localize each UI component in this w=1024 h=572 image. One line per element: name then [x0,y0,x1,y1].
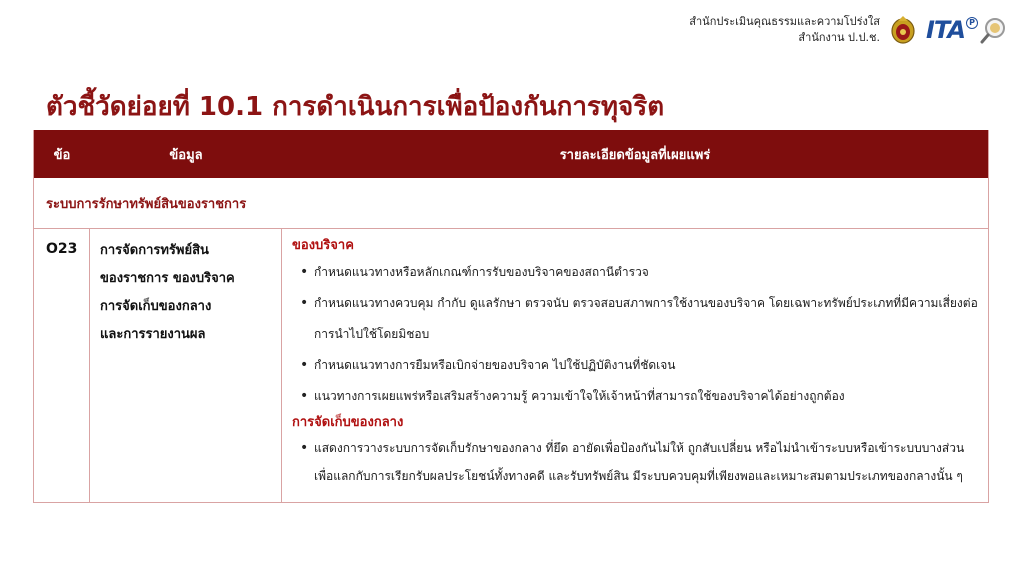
group-heading-evidence: การจัดเก็บของกลาง [292,415,404,430]
list-item: • แสดงการวางระบบการจัดเก็บรักษาของกลาง ที่ยึด อายัดเพื่อป้องกันไม่ให้ ถูกสับเปลี่ยน หรือไม่นำเข้าระบบหรือเข้าระบบบางส่วน เพื่อแลกกับการเรียกรับผลประโยชน์ทั้งทางคดี และรับทรัพย์สิน มีระบบควบคุมที่เพียงพอและเหมาะสมตามประเภทของกลางนั้น ๆ [314,434,978,490]
ita-logo [926,16,978,44]
org-name [689,14,880,46]
info-line: การจัดการทรัพย์สิน [100,243,209,258]
header-no: ข้อ [53,147,71,163]
row-number: O23 [34,229,90,502]
info-line: ของราชการ ของบริจาค [100,271,235,286]
section-row: ระบบการรักษาทรัพย์สินของราชการ [34,178,988,229]
magnifier-icon [980,16,1008,44]
list-item: • กำหนดแนวทางการยืมหรือเบิกจ่ายของบริจาค ไปใช้ปฏิบัติงานที่ชัดเจน [314,350,978,381]
evidence-list [292,434,978,490]
list-item: • กำหนดแนวทางควบคุม กำกับ ดูแลรักษา ตรวจนับ ตรวจสอบสภาพการใช้งานของบริจาค โดยเฉพาะทรัพย์ประเภทที่มีความเสี่ยงต่อการนำไปใช้โดยมิชอบ [314,288,978,350]
org-line-2: สำนักงาน ป.ป.ช. [798,31,880,44]
donation-list [292,257,978,412]
brand-header [689,14,1008,46]
row-info [90,229,282,502]
indicator-table [33,130,989,503]
ita-logo-text: ITA [925,16,965,44]
group-heading-donations: ของบริจาค [292,238,354,253]
table-row [34,229,988,502]
header-info: ข้อมูล [169,147,203,163]
org-line-1: สำนักประเมินคุณธรรมและความโปร่งใส [689,15,880,28]
list-item: • แนวทางการเผยแพร่หรือเสริมสร้างความรู้ ความเข้าใจให้เจ้าหน้าที่สามารถใช้ของบริจาคได้อย่างถูกต้อง [314,381,978,412]
page-title: ตัวชี้วัดย่อยที่ 10.1 การดำเนินการเพื่อป้องกันการทุจริต [46,92,665,122]
info-line: และการรายงานผล [100,327,206,342]
police-emblem-icon [890,15,916,45]
list-item: • กำหนดแนวทางหรือหลักเกณฑ์การรับของบริจาคของสถานีตำรวจ [314,257,978,288]
ita-logo-badge: P [966,17,978,29]
header-detail: รายละเอียดข้อมูลที่เผยแพร่ [559,147,711,163]
row-detail [282,229,988,502]
info-line: การจัดเก็บของกลาง [100,299,212,314]
table-header [34,130,988,178]
